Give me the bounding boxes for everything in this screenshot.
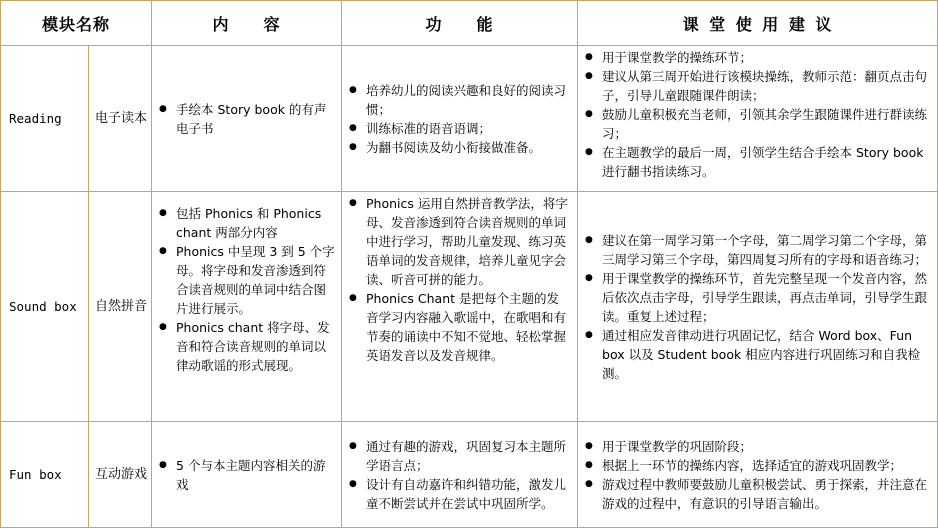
list-item: ● 用于课堂教学的操练环节，首先完整呈现一个发音内容，然后依次点击字母，引导学生跟读，再点击单词，引导学生跟读。重复上述过程；	[578, 269, 931, 326]
advice-cell	[578, 192, 938, 422]
function-cell	[342, 46, 578, 192]
header-content: 内 容	[152, 1, 342, 46]
module-subname: 互动游戏	[89, 422, 152, 528]
list-item: ● 培养幼儿的阅读兴趣和良好的阅读习惯；	[342, 81, 571, 119]
list-item: ● 通过相应发音律动进行巩固记忆，结合 Word box、Fun box 以及 Student book 相应内容进行巩固练习和自我检测。	[578, 326, 931, 383]
list-item: ● Phonics chant 将字母、发音和符合读音规则的单词以律动歌谣的形式展现。	[152, 318, 335, 375]
list-item: ● 根据上一环节的操练内容，选择适宜的游戏巩固教学；	[578, 456, 931, 475]
table-row-reading	[1, 46, 938, 192]
list-item: ● Phonics 中呈现 3 到 5 个字母。将字母和发音渗透到符合读音规则的单词中结合图片进行展示。	[152, 242, 335, 318]
module-subname: 电子读本	[89, 46, 152, 192]
list-item: ● 用于课堂教学的操练环节；	[578, 48, 931, 67]
table-row-sound-box	[1, 192, 938, 422]
list-item: ● 游戏过程中教师要鼓励儿童积极尝试、勇于探索，并注意在游戏的过程中，有意识的引导语言输出。	[578, 475, 931, 513]
list-item: ● 手绘本 Story book 的有声电子书	[152, 100, 335, 138]
header-advice: 课 堂 使 用 建 议	[578, 1, 938, 46]
list-item: ● 用于课堂教学的巩固阶段；	[578, 437, 931, 456]
list-item: ● 5 个与本主题内容相关的游戏	[152, 456, 335, 494]
list-item: ● 建议从第三周开始进行该模块操练，教师示范：翻页点击句子，引导儿童跟随课件朗读；	[578, 67, 931, 105]
advice-cell	[578, 422, 938, 528]
module-name: Fun box	[1, 422, 89, 528]
header-function: 功 能	[342, 1, 578, 46]
content-cell	[152, 422, 342, 528]
list-item: ● 为翻书阅读及幼小衔接做准备。	[342, 138, 571, 157]
list-item: ● 通过有趣的游戏，巩固复习本主题所学语言点；	[342, 437, 571, 475]
module-name: Sound box	[1, 192, 89, 422]
function-cell	[342, 192, 578, 422]
module-subname: 自然拼音	[89, 192, 152, 422]
module-name: Reading	[1, 46, 89, 192]
list-item: ● Phonics 运用自然拼音教学法，将字母、发音渗透到符合读音规则的单词中进行学习，帮助儿童发现、练习英语单词的发音规律，培养儿童见字会读、听音可拼的能力。	[342, 194, 571, 289]
list-item: ● 鼓励儿童积极充当老师，引领其余学生跟随课件进行群读练习；	[578, 105, 931, 143]
list-item: ● 建议在第一周学习第一个字母，第二周学习第二个字母，第三周学习第三个字母，第四周复习所有的字母和语音练习；	[578, 231, 931, 269]
list-item: ● 训练标准的语音语调；	[342, 119, 571, 138]
advice-cell	[578, 46, 938, 192]
function-cell	[342, 422, 578, 528]
list-item: ● 在主题教学的最后一周，引领学生结合手绘本 Story book 进行翻书指读练习。	[578, 143, 931, 181]
table-row-fun-box	[1, 422, 938, 528]
list-item: ● 设计有自动嘉许和纠错功能，激发儿童不断尝试并在尝试中巩固所学。	[342, 475, 571, 513]
content-cell	[152, 46, 342, 192]
header-row	[1, 1, 938, 46]
content-cell	[152, 192, 342, 422]
list-item: ● 包括 Phonics 和 Phonics chant 两部分内容	[152, 204, 335, 242]
list-item: ● Phonics Chant 是把每个主题的发音学习内容融入歌谣中，在歌唱和有节奏的诵读中不知不觉地、轻松掌握英语发音以及发音规律。	[342, 289, 571, 365]
header-module-name: 模块名称	[1, 1, 152, 46]
